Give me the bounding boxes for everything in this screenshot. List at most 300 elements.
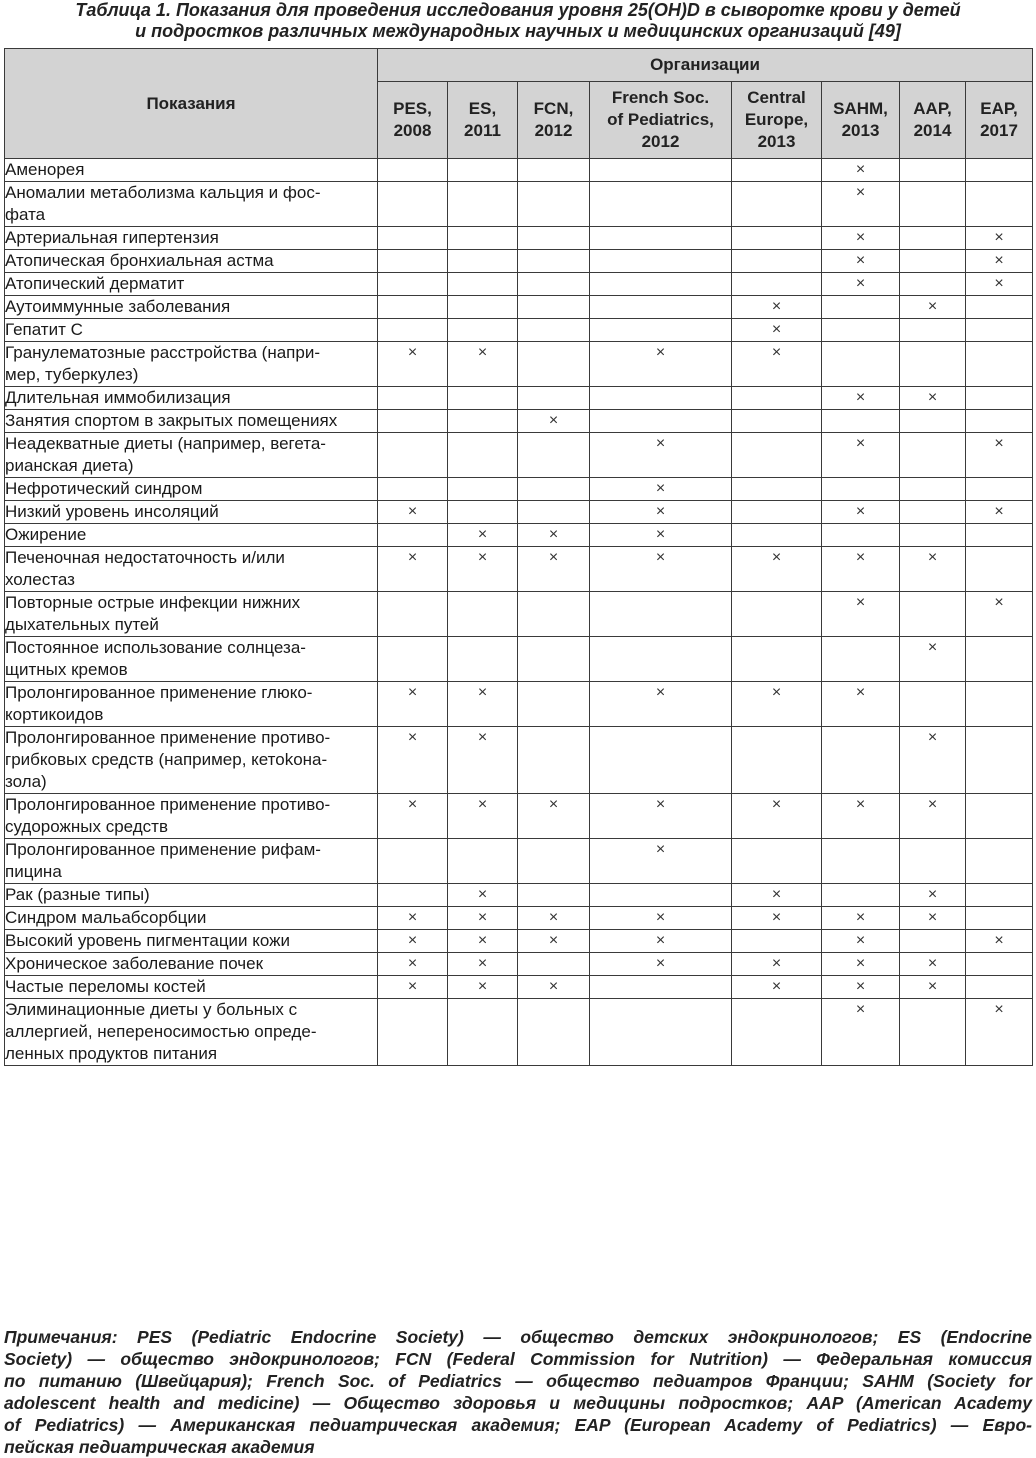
- cross-mark-icon: ×: [855, 435, 866, 452]
- cross-mark-icon: ×: [477, 684, 488, 701]
- mark-cell-empty: [966, 159, 1033, 182]
- cross-mark-icon: ×: [477, 729, 488, 746]
- mark-cell-empty: [900, 682, 966, 727]
- mark-cell-empty: [732, 727, 822, 794]
- mark-cell-empty: [732, 592, 822, 637]
- mark-cell-checked: [590, 547, 732, 592]
- cross-mark-icon: ×: [855, 549, 866, 566]
- mark-cell-empty: [378, 884, 448, 907]
- indication-cell: [5, 727, 378, 794]
- cross-mark-icon: ×: [855, 503, 866, 520]
- indication-text: рианская диета): [5, 456, 134, 475]
- cross-mark-icon: ×: [655, 526, 666, 543]
- cross-mark-icon: ×: [548, 978, 559, 995]
- cross-mark-icon: ×: [855, 275, 866, 292]
- mark-cell-empty: [518, 387, 590, 410]
- mark-cell-empty: [518, 999, 590, 1066]
- mark-cell-empty: [822, 884, 900, 907]
- indication-text: Артериальная гипертензия: [5, 228, 219, 247]
- mark-cell-checked: [590, 682, 732, 727]
- mark-cell-empty: [900, 159, 966, 182]
- mark-cell-empty: [378, 159, 448, 182]
- mark-cell-checked: [590, 794, 732, 839]
- mark-cell-checked: [900, 884, 966, 907]
- mark-cell-empty: [590, 976, 732, 999]
- mark-cell-empty: [378, 478, 448, 501]
- indication-text: Рак (разные типы): [5, 885, 150, 904]
- mark-cell-empty: [966, 884, 1033, 907]
- mark-cell-checked: [448, 794, 518, 839]
- mark-cell-checked: [448, 547, 518, 592]
- mark-cell-checked: [378, 342, 448, 387]
- table-row: [5, 930, 1033, 953]
- organization-column-header: [822, 82, 900, 159]
- mark-cell-checked: [900, 387, 966, 410]
- mark-cell-empty: [518, 227, 590, 250]
- mark-cell-checked: [732, 976, 822, 999]
- cross-mark-icon: ×: [855, 796, 866, 813]
- cross-mark-icon: ×: [477, 549, 488, 566]
- mark-cell-empty: [518, 953, 590, 976]
- cross-mark-icon: ×: [771, 796, 782, 813]
- table-row: [5, 794, 1033, 839]
- column-header-line: SAHM,: [833, 99, 888, 118]
- mark-cell-empty: [900, 273, 966, 296]
- table-header: [5, 49, 1033, 159]
- organization-column-header: [590, 82, 732, 159]
- mark-cell-checked: [822, 227, 900, 250]
- mark-cell-empty: [378, 637, 448, 682]
- column-header-line: 2011: [464, 121, 501, 140]
- indication-cell: [5, 547, 378, 592]
- mark-cell-empty: [822, 319, 900, 342]
- mark-cell-checked: [966, 501, 1033, 524]
- cross-mark-icon: ×: [994, 435, 1004, 452]
- cross-mark-icon: ×: [855, 184, 866, 201]
- mark-cell-checked: [732, 794, 822, 839]
- mark-cell-empty: [448, 227, 518, 250]
- column-header-line: EAP,: [980, 99, 1018, 118]
- mark-cell-checked: [590, 342, 732, 387]
- mark-cell-checked: [378, 794, 448, 839]
- table-row: [5, 547, 1033, 592]
- mark-cell-checked: [732, 547, 822, 592]
- mark-cell-checked: [378, 907, 448, 930]
- note-line: Примечания: PES (Pediatric Endocrine Society) — общество детских эндокринологов; ES (Endocrine: [4, 1327, 1032, 1347]
- cross-mark-icon: ×: [771, 909, 782, 926]
- mark-cell-checked: [822, 433, 900, 478]
- mark-cell-checked: [378, 501, 448, 524]
- mark-cell-checked: [822, 794, 900, 839]
- indication-text: Гепатит С: [5, 320, 83, 339]
- mark-cell-checked: [900, 953, 966, 976]
- cross-mark-icon: ×: [655, 480, 666, 497]
- indication-text: судорожных средств: [5, 817, 169, 836]
- cross-mark-icon: ×: [477, 955, 488, 972]
- indication-text: пицина: [5, 862, 62, 881]
- mark-cell-checked: [900, 547, 966, 592]
- mark-cell-empty: [378, 524, 448, 547]
- mark-cell-empty: [590, 884, 732, 907]
- mark-cell-empty: [822, 296, 900, 319]
- mark-cell-empty: [822, 727, 900, 794]
- mark-cell-checked: [732, 296, 822, 319]
- mark-cell-empty: [378, 410, 448, 433]
- cross-mark-icon: ×: [771, 886, 782, 903]
- cross-mark-icon: ×: [655, 684, 666, 701]
- mark-cell-empty: [966, 478, 1033, 501]
- organization-column-header: [966, 82, 1033, 159]
- mark-cell-checked: [900, 637, 966, 682]
- mark-cell-empty: [966, 953, 1033, 976]
- mark-cell-empty: [966, 637, 1033, 682]
- cross-mark-icon: ×: [655, 549, 666, 566]
- mark-cell-checked: [378, 930, 448, 953]
- indication-text: Постоянное использование солнцеза-: [5, 638, 306, 657]
- mark-cell-empty: [966, 319, 1033, 342]
- indication-cell: [5, 159, 378, 182]
- mark-cell-empty: [822, 410, 900, 433]
- indication-text: Пролонгированное применение рифам-: [5, 840, 321, 859]
- column-header-line: FCN,: [533, 99, 574, 118]
- mark-cell-checked: [518, 794, 590, 839]
- mark-cell-empty: [590, 387, 732, 410]
- table-row: [5, 884, 1033, 907]
- mark-cell-empty: [378, 592, 448, 637]
- cross-mark-icon: ×: [855, 161, 866, 178]
- mark-cell-empty: [900, 319, 966, 342]
- cross-mark-icon: ×: [855, 1001, 866, 1018]
- cross-mark-icon: ×: [855, 978, 866, 995]
- mark-cell-checked: [966, 930, 1033, 953]
- mark-cell-checked: [590, 478, 732, 501]
- table-row: [5, 433, 1033, 478]
- mark-cell-checked: [448, 682, 518, 727]
- indication-text: Гранулематозные расстройства (напри-: [5, 343, 320, 362]
- cross-mark-icon: ×: [994, 229, 1004, 246]
- indication-cell: [5, 478, 378, 501]
- cross-mark-icon: ×: [927, 955, 938, 972]
- cross-mark-icon: ×: [655, 955, 666, 972]
- note-line: adolescent health and medicine) — Общество здоровья и медицины подростков; AAP (American Academy: [4, 1393, 1032, 1413]
- mark-cell-empty: [732, 227, 822, 250]
- mark-cell-checked: [822, 250, 900, 273]
- mark-cell-empty: [966, 976, 1033, 999]
- mark-cell-checked: [448, 953, 518, 976]
- indication-text: фата: [5, 205, 46, 224]
- indication-text: Пролонгированное применение противо-: [5, 728, 331, 747]
- mark-cell-empty: [518, 182, 590, 227]
- mark-cell-empty: [518, 342, 590, 387]
- mark-cell-empty: [732, 250, 822, 273]
- indication-cell: [5, 387, 378, 410]
- mark-cell-checked: [448, 342, 518, 387]
- mark-cell-empty: [448, 592, 518, 637]
- mark-cell-empty: [732, 159, 822, 182]
- table-row: [5, 273, 1033, 296]
- cross-mark-icon: ×: [407, 549, 418, 566]
- mark-cell-empty: [590, 319, 732, 342]
- cross-mark-icon: ×: [994, 503, 1004, 520]
- cross-mark-icon: ×: [407, 932, 418, 949]
- cross-mark-icon: ×: [477, 886, 488, 903]
- organizations-header: Организации: [378, 49, 1033, 82]
- mark-cell-empty: [518, 682, 590, 727]
- mark-cell-checked: [448, 976, 518, 999]
- mark-cell-empty: [966, 682, 1033, 727]
- mark-cell-empty: [966, 524, 1033, 547]
- indication-text: Пролонгированное применение противо-: [5, 795, 331, 814]
- mark-cell-checked: [732, 319, 822, 342]
- cross-mark-icon: ×: [655, 909, 666, 926]
- indication-text: Аменорея: [5, 160, 85, 179]
- cross-mark-icon: ×: [855, 252, 866, 269]
- mark-cell-checked: [590, 501, 732, 524]
- cross-mark-icon: ×: [994, 932, 1004, 949]
- mark-cell-checked: [518, 524, 590, 547]
- column-header-line: French Soc.: [611, 88, 710, 107]
- mark-cell-empty: [518, 501, 590, 524]
- cross-mark-icon: ×: [477, 909, 488, 926]
- mark-cell-checked: [966, 433, 1033, 478]
- indication-column-header: Показания: [5, 49, 378, 159]
- mark-cell-empty: [590, 227, 732, 250]
- mark-cell-empty: [966, 410, 1033, 433]
- cross-mark-icon: ×: [771, 684, 782, 701]
- cross-mark-icon: ×: [548, 796, 559, 813]
- mark-cell-checked: [378, 976, 448, 999]
- indication-cell: [5, 999, 378, 1066]
- mark-cell-checked: [822, 953, 900, 976]
- mark-cell-checked: [448, 930, 518, 953]
- mark-cell-empty: [448, 999, 518, 1066]
- cross-mark-icon: ×: [407, 955, 418, 972]
- mark-cell-checked: [590, 907, 732, 930]
- mark-cell-empty: [518, 884, 590, 907]
- caption-line: Таблица 1. Показания для проведения исследования уровня 25(OH)D в сыворотке крови у детей: [75, 0, 961, 20]
- cross-mark-icon: ×: [655, 503, 666, 520]
- table-row: [5, 410, 1033, 433]
- indication-text: Высокий уровень пигментации кожи: [5, 931, 291, 950]
- indication-cell: [5, 182, 378, 227]
- mark-cell-empty: [378, 250, 448, 273]
- mark-cell-empty: [518, 273, 590, 296]
- mark-cell-empty: [378, 999, 448, 1066]
- mark-cell-empty: [518, 592, 590, 637]
- cross-mark-icon: ×: [927, 886, 938, 903]
- mark-cell-checked: [966, 227, 1033, 250]
- indication-cell: [5, 501, 378, 524]
- mark-cell-empty: [900, 478, 966, 501]
- indication-cell: [5, 410, 378, 433]
- indication-cell: [5, 342, 378, 387]
- indication-cell: [5, 296, 378, 319]
- mark-cell-empty: [590, 727, 732, 794]
- mark-cell-checked: [448, 727, 518, 794]
- mark-cell-empty: [732, 273, 822, 296]
- table-row: [5, 342, 1033, 387]
- indication-cell: [5, 433, 378, 478]
- mark-cell-empty: [732, 524, 822, 547]
- cross-mark-icon: ×: [927, 549, 938, 566]
- indication-cell: [5, 839, 378, 884]
- indication-cell: [5, 907, 378, 930]
- cross-mark-icon: ×: [477, 344, 488, 361]
- indication-text: Неадекватные диеты (например, вегета-: [5, 434, 326, 453]
- cross-mark-icon: ×: [994, 275, 1004, 292]
- indication-text: Аномалии метаболизма кальция и фос-: [5, 183, 321, 202]
- cross-mark-icon: ×: [407, 503, 418, 520]
- indication-cell: [5, 637, 378, 682]
- mark-cell-checked: [822, 682, 900, 727]
- indication-text: Пролонгированное применение глюко-: [5, 683, 313, 702]
- mark-cell-empty: [966, 296, 1033, 319]
- mark-cell-empty: [732, 410, 822, 433]
- mark-cell-checked: [822, 501, 900, 524]
- cross-mark-icon: ×: [855, 594, 866, 611]
- table-row: [5, 501, 1033, 524]
- table-row: [5, 159, 1033, 182]
- cross-mark-icon: ×: [548, 412, 559, 429]
- mark-cell-empty: [448, 433, 518, 478]
- table-row: [5, 907, 1033, 930]
- cross-mark-icon: ×: [927, 389, 938, 406]
- column-header-line: Europe,: [744, 110, 809, 129]
- cross-mark-icon: ×: [477, 526, 488, 543]
- cross-mark-icon: ×: [771, 344, 782, 361]
- note-line: по питанию (Швейцария); French Soc. of Pediatrics — общество педиатров Франции; SAHM (Society for: [4, 1371, 1032, 1391]
- mark-cell-empty: [732, 999, 822, 1066]
- mark-cell-empty: [900, 501, 966, 524]
- mark-cell-empty: [518, 296, 590, 319]
- indication-text: Занятия спортом в закрытых помещениях: [5, 411, 338, 430]
- table-body: [5, 159, 1033, 1066]
- cross-mark-icon: ×: [655, 344, 666, 361]
- mark-cell-checked: [518, 930, 590, 953]
- mark-cell-checked: [518, 976, 590, 999]
- mark-cell-checked: [732, 682, 822, 727]
- indications-table: [4, 48, 1033, 1066]
- table-row: [5, 319, 1033, 342]
- mark-cell-empty: [448, 501, 518, 524]
- indication-text: грибковых средств (например, кетоkона-: [5, 750, 328, 769]
- cross-mark-icon: ×: [771, 978, 782, 995]
- indication-cell: [5, 794, 378, 839]
- mark-cell-empty: [900, 433, 966, 478]
- mark-cell-empty: [900, 342, 966, 387]
- mark-cell-checked: [448, 884, 518, 907]
- mark-cell-empty: [900, 592, 966, 637]
- note-line: пейская педиатрическая академия: [4, 1437, 315, 1457]
- organization-column-header: [448, 82, 518, 159]
- mark-cell-empty: [732, 433, 822, 478]
- mark-cell-checked: [966, 250, 1033, 273]
- table-row: [5, 387, 1033, 410]
- mark-cell-checked: [900, 794, 966, 839]
- indication-cell: [5, 953, 378, 976]
- indication-cell: [5, 524, 378, 547]
- mark-cell-checked: [822, 976, 900, 999]
- cross-mark-icon: ×: [927, 298, 938, 315]
- cross-mark-icon: ×: [855, 909, 866, 926]
- column-header-line: ES,: [468, 99, 497, 118]
- mark-cell-empty: [378, 182, 448, 227]
- mark-cell-checked: [378, 547, 448, 592]
- cross-mark-icon: ×: [771, 298, 782, 315]
- mark-cell-empty: [900, 227, 966, 250]
- mark-cell-empty: [590, 273, 732, 296]
- mark-cell-empty: [822, 637, 900, 682]
- mark-cell-empty: [378, 319, 448, 342]
- mark-cell-checked: [822, 547, 900, 592]
- column-header-line: Central: [747, 88, 806, 107]
- mark-cell-empty: [900, 182, 966, 227]
- mark-cell-checked: [966, 999, 1033, 1066]
- mark-cell-empty: [590, 296, 732, 319]
- mark-cell-checked: [590, 839, 732, 884]
- mark-cell-checked: [822, 273, 900, 296]
- table-row: [5, 637, 1033, 682]
- indication-text: Низкий уровень инсоляций: [5, 502, 219, 521]
- mark-cell-empty: [448, 387, 518, 410]
- mark-cell-checked: [518, 410, 590, 433]
- indication-text: Аутоиммунные заболевания: [5, 297, 231, 316]
- mark-cell-checked: [822, 592, 900, 637]
- cross-mark-icon: ×: [548, 549, 559, 566]
- mark-cell-empty: [732, 930, 822, 953]
- mark-cell-empty: [732, 182, 822, 227]
- cross-mark-icon: ×: [655, 932, 666, 949]
- caption-line: и подростков различных международных научных и медицинских организаций [49]: [135, 21, 901, 41]
- cross-mark-icon: ×: [407, 796, 418, 813]
- mark-cell-checked: [900, 907, 966, 930]
- mark-cell-empty: [732, 637, 822, 682]
- indication-cell: [5, 976, 378, 999]
- mark-cell-empty: [590, 410, 732, 433]
- cross-mark-icon: ×: [655, 796, 666, 813]
- mark-cell-checked: [518, 547, 590, 592]
- mark-cell-empty: [590, 182, 732, 227]
- table-row: [5, 953, 1033, 976]
- mark-cell-empty: [448, 319, 518, 342]
- indication-text: зола): [5, 772, 47, 791]
- mark-cell-empty: [448, 637, 518, 682]
- indication-text: аллергией, непереносимостью опреде-: [5, 1022, 317, 1041]
- mark-cell-empty: [518, 839, 590, 884]
- indication-text: Частые переломы костей: [5, 977, 206, 996]
- mark-cell-empty: [966, 342, 1033, 387]
- indication-cell: [5, 682, 378, 727]
- mark-cell-empty: [590, 159, 732, 182]
- mark-cell-empty: [448, 159, 518, 182]
- cross-mark-icon: ×: [477, 932, 488, 949]
- cross-mark-icon: ×: [927, 729, 938, 746]
- mark-cell-empty: [966, 387, 1033, 410]
- mark-cell-empty: [732, 501, 822, 524]
- mark-cell-empty: [966, 794, 1033, 839]
- mark-cell-empty: [590, 592, 732, 637]
- mark-cell-empty: [378, 273, 448, 296]
- mark-cell-empty: [900, 250, 966, 273]
- indication-text: Атопическая бронхиальная астма: [5, 251, 274, 270]
- mark-cell-empty: [448, 410, 518, 433]
- mark-cell-checked: [590, 930, 732, 953]
- table-row: [5, 999, 1033, 1066]
- indication-text: Повторные острые инфекции нижних: [5, 593, 301, 612]
- cross-mark-icon: ×: [548, 932, 559, 949]
- cross-mark-icon: ×: [994, 252, 1004, 269]
- mark-cell-empty: [822, 524, 900, 547]
